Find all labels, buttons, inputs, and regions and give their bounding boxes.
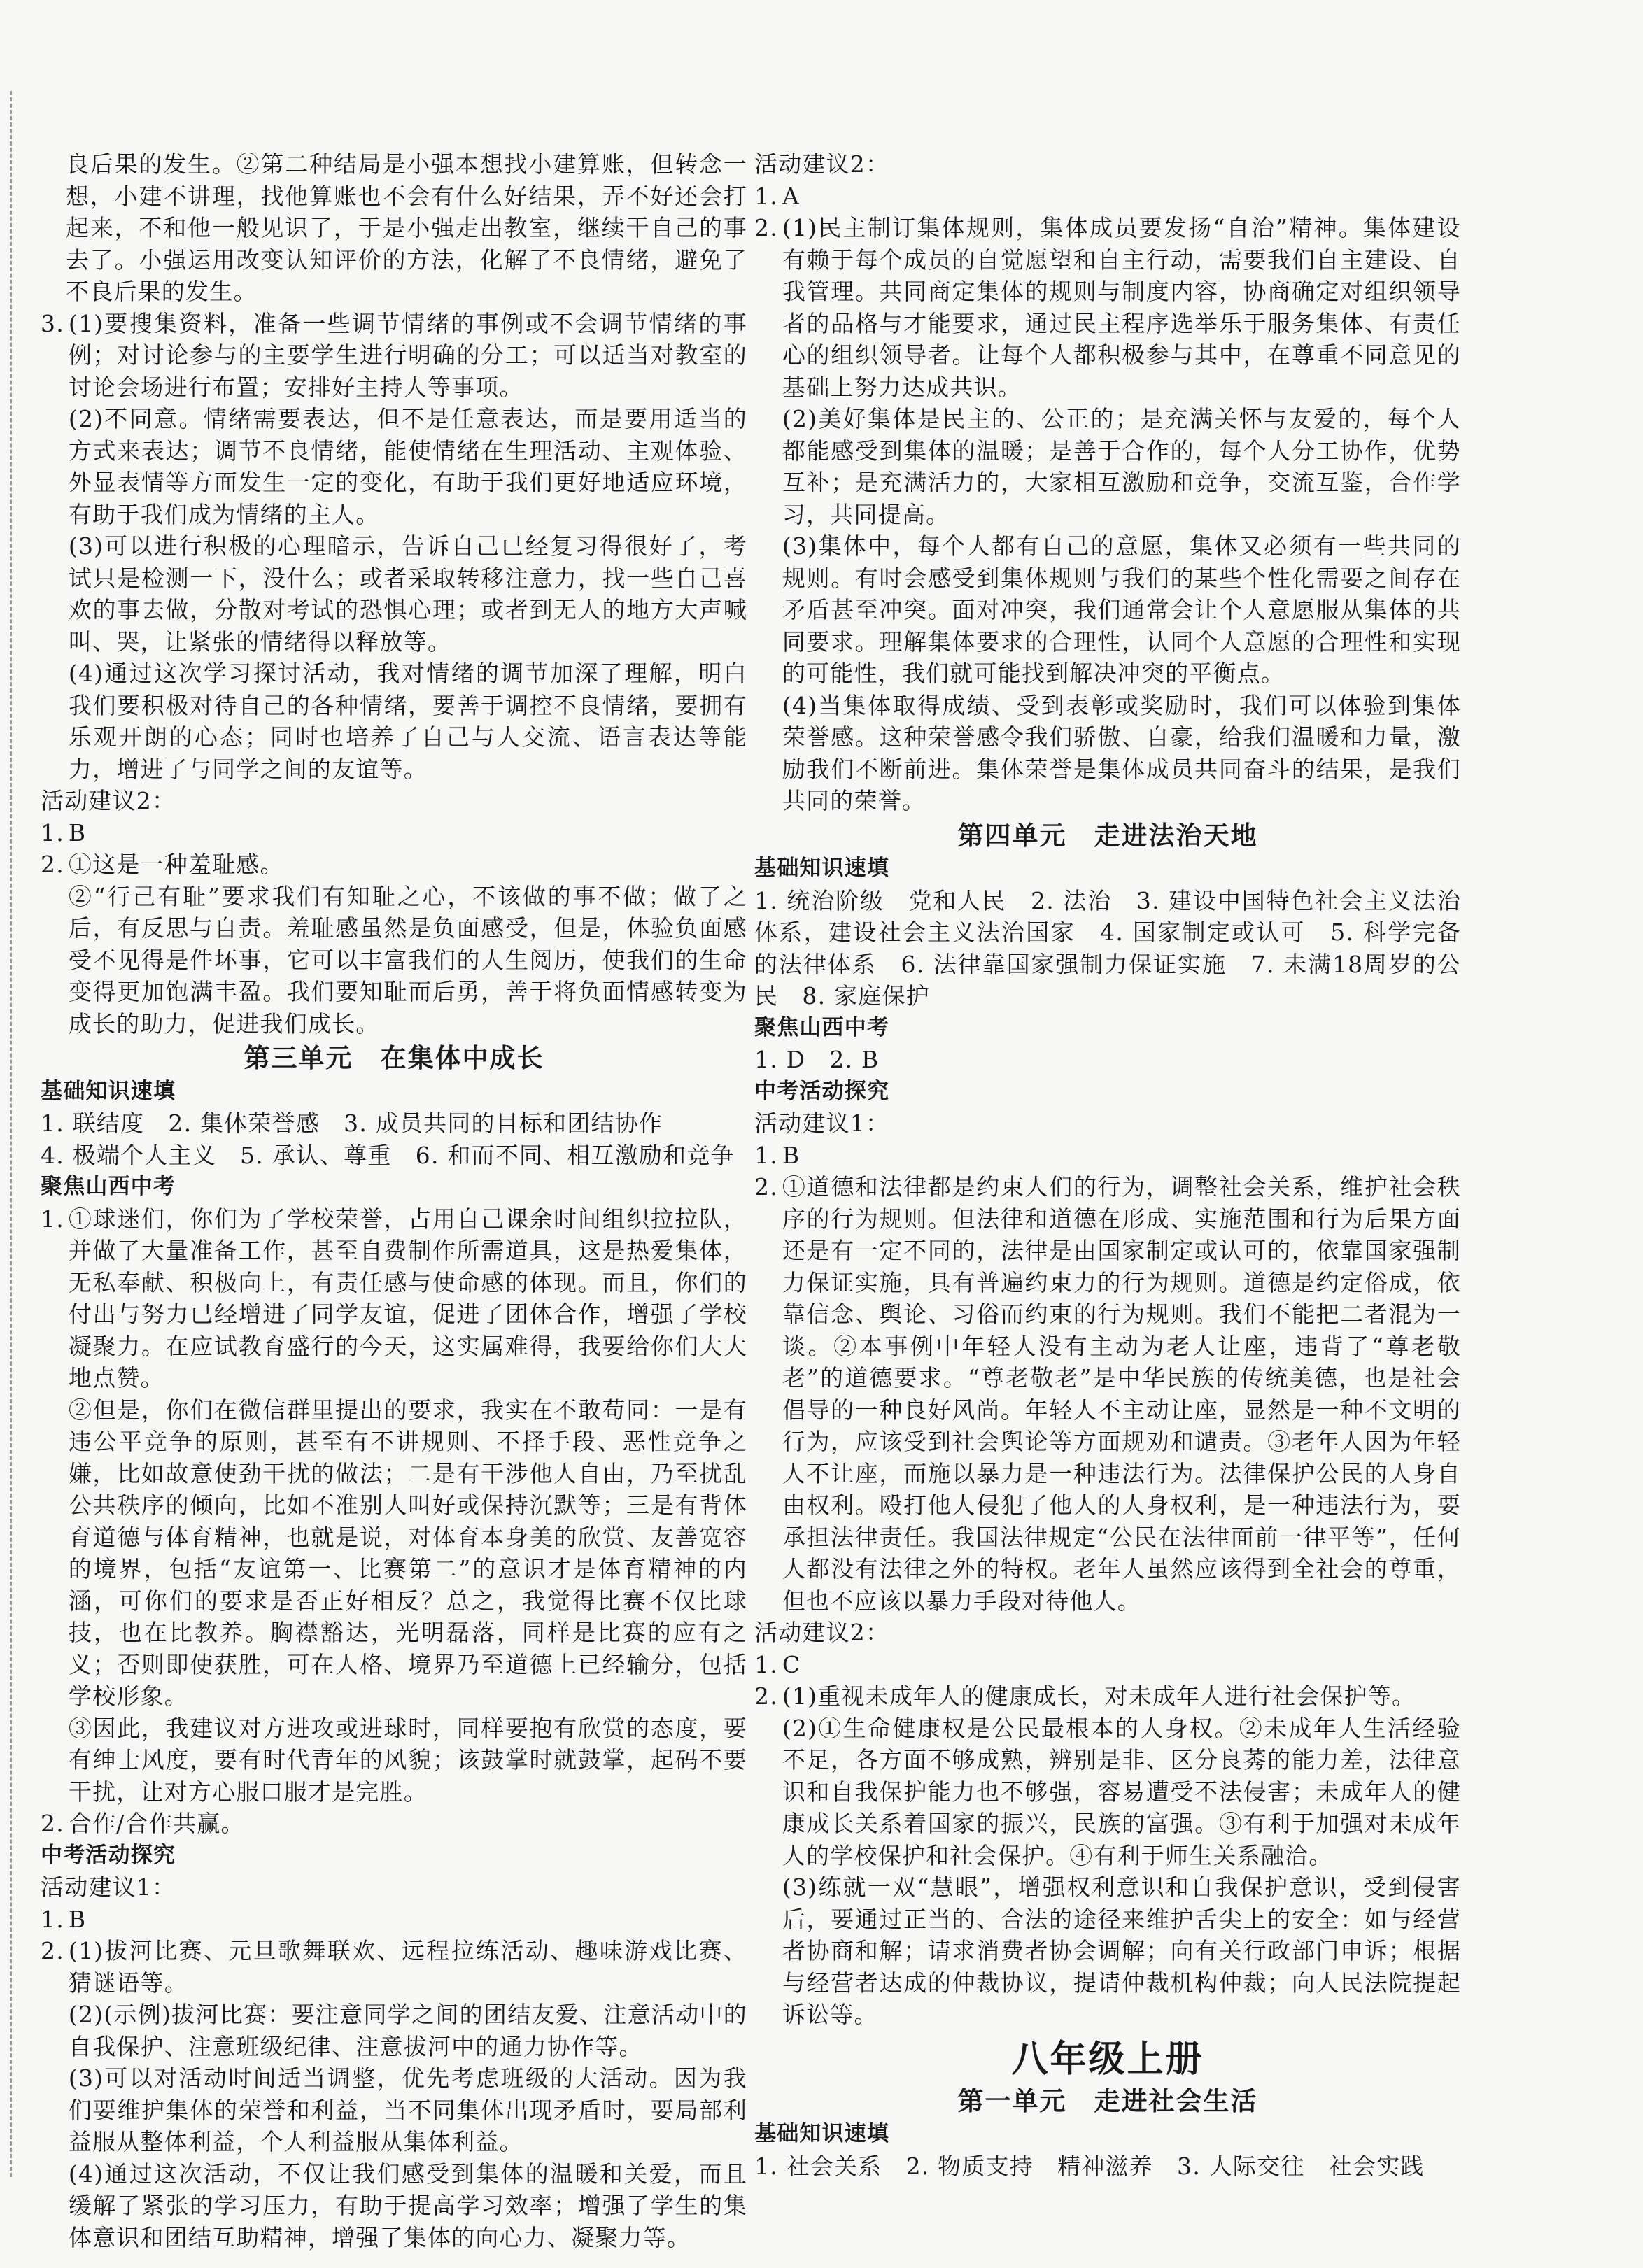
section-title: 中考活动探究 <box>41 1842 176 1868</box>
answer-paragraph: 1. 统治阶级 党和人民 2. 法治 3. 建设中国特色社会主义法治体系，建设社会主义法治国家 4. 国家制定或认可 5. 科学完备的法律体系 6. 法律靠国家强制力保证实施 7. 未满18周岁的公民 8. 家庭保护 <box>754 886 1461 1009</box>
answer-paragraph: (4)通过这次学习探讨活动，我对情绪的调节加深了理解，明白我们要积极对待自己的各种情绪，要善于调控不良情绪，要拥有乐观开朗的心态；同时也培养了自己与人交流、语言表达等能力，增进了与同学之间的友谊等。 <box>68 660 747 783</box>
question-number: 1. <box>41 1205 64 1233</box>
question-1 <box>754 1649 1461 1681</box>
answer-paragraph: ②“行己有耻”要求我们有知耻之心，不该做的事不做；做了之后，有反思与自责。羞耻感虽然是负面感受，但是，体验负面感受不见得是件坏事，它可以丰富我们的人生阅历，使我们的生命变得更加饱满丰盈。我们要知耻而后勇，善于将负面情感转变为成长的助力，促进我们成长。 <box>68 882 747 1037</box>
answer: 合作/合作共赢。 <box>68 1810 245 1837</box>
binding-dashed-line <box>10 91 12 2177</box>
answer-paragraph: ②但是，你们在微信群里提出的要求，我实在不敢苟同：一是有违公平竞争的原则，甚至有不讲规则、不择手段、恶性竞争之嫌，比如故意使劲干扰的做法；二是有干涉他人自由，乃至扰乱公共秩序的倾向，比如不准别人叫好或保持沉默等；三是有背体育道德与体育精神，也就是说，对体育本身美的欣赏、友善宽容的境界，包括“友谊第一、比赛第二”的意识才是体育精神的内涵，可你们的要求是否正好相反？总之，我觉得比赛不仅比球技，也在比教养。胸襟豁达，光明磊落，同样是比赛的应有之义；否则即使获胜，可在人格、境界乃至道德上已经输分，包括学校形象。 <box>68 1396 747 1710</box>
question-number: 1. <box>754 182 778 210</box>
answer-line: 1. 联结度 2. 集体荣誉感 3. 成员共同的目标和团结协作 <box>41 1110 663 1137</box>
question-number: 2. <box>754 1173 778 1200</box>
answer: B <box>68 818 87 846</box>
question-3 <box>41 308 747 786</box>
left-column <box>41 148 747 2253</box>
section-title: 基础知识速填 <box>754 856 890 881</box>
answer: B <box>782 1141 801 1169</box>
activity-title: 活动建议2： <box>41 787 176 814</box>
question-2 <box>41 849 747 1040</box>
section-title: 聚焦山西中考 <box>754 1014 890 1040</box>
answer-paragraph: (3)可以对活动时间适当调整，优先考虑班级的大活动。因为我们要维护集体的荣誉和利益，当不同集体出现矛盾时，要局部利益服从整体利益，个人利益服从集体利益。 <box>68 2064 747 2155</box>
question-number: 2. <box>754 1682 778 1710</box>
answer-paragraph: (4)当集体取得成绩、受到表彰或奖励时，我们可以体验到集体荣誉感。这种荣誉感令我们骄傲、自豪，给我们温暖和力量，激励我们不断前进。集体荣誉是集体成员共同奋斗的结果，是我们共同的荣誉。 <box>782 691 1461 814</box>
answer-paragraph: ③因此，我建议对方进攻或进球时，同样要抱有欣赏的态度，要有绅士风度，要有时代青年的风貌；该鼓掌时就鼓掌，起码不要干扰，让对方心服口服才是完胜。 <box>68 1714 747 1806</box>
answer-paragraph: (4)通过这次活动，不仅让我们感受到集体的温暖和关爱，而且缓解了紧张的学习压力，有助于提高学习效率；增强了学生的集体意识和团结互助精神，增强了集体的向心力、凝聚力等。 <box>68 2160 747 2251</box>
answer-paragraph: (2)不同意。情绪需要表达，但不是任意表达，而是要用适当的方式来表达；调节不良情绪，能使情绪在生理活动、主观体验、外显表情等方面发生一定的变化，有助于我们更好地适应环境，有助于我们成为情绪的主人。 <box>68 405 747 528</box>
answer-paragraph: (3)集体中，每个人都有自己的意愿，集体又必须有一些共同的规则。有时会感受到集体规则与我们的某些个性化需要之间存在矛盾甚至冲突。面对冲突，我们通常会让个人意愿服从集体的共同要求。理解集体要求的合理性，认同个人意愿的合理性和实现的可能性，我们就可能找到解决冲突的平衡点。 <box>782 532 1461 687</box>
activity-title: 活动建议2： <box>754 1619 890 1646</box>
unit-heading: 第三单元 在集体中成长 <box>244 1043 544 1073</box>
activity-title: 活动建议2： <box>754 150 890 178</box>
answer-paragraph: (2)美好集体是民主的、公正的；是充满关怀与友爱的，每个人都能感受到集体的温暖；是善于合作的，每个人分工协作，优势互补；是充满活力的，大家相互激励和竞争，交流互鉴，合作学习，共同提高。 <box>782 405 1461 528</box>
question-2 <box>41 1808 747 1840</box>
activity-title: 活动建议1： <box>41 1873 176 1901</box>
question-number: 2. <box>41 1937 64 1964</box>
grade-heading: 八年级上册 <box>1011 2038 1204 2081</box>
question-2 <box>41 1935 747 2253</box>
answer-paragraph: (1)拔河比赛、元旦歌舞联欢、远程拉练活动、趣味游戏比赛、猜谜语等。 <box>68 1937 747 1997</box>
question-1 <box>41 817 747 849</box>
answer-paragraph: (2)①生命健康权是公民最根本的人身权。②未成年人生活经验不足，各方面不够成熟，辨别是非、区分良莠的能力差，法律意识和自我保护能力也不够强，容易遭受不法侵害；未成年人的健康成长关系着国家的振兴，民族的富强。③有利于加强对未成年人的学校保护和社会保护。④有利于师生关系融洽。 <box>782 1714 1461 1869</box>
question-1 <box>754 180 1461 213</box>
answer-paragraph: (3)练就一双“慧眼”，增强权利意识和自我保护意识，受到侵害后，要通过正当的、合法的途径来维护舌尖上的安全：如与经营者协商和解；请求消费者协会调解；向有关行政部门申诉；根据与经营者达成的仲裁协议，提请仲裁机构仲裁；向人民法院提起诉讼等。 <box>782 1873 1461 2028</box>
answer: A <box>782 182 800 210</box>
question-1 <box>41 1904 747 1936</box>
paragraph: 良后果的发生。②第二种结局是小强本想找小建算账，但转念一想，小建不讲理，找他算账也不会有什么好结果，弄不好还会打起来，不和他一般见识了，于是小强走出教室，继续干自己的事去了。小强运用改变认知评价的方法，化解了不良情绪，避免了不良后果的发生。 <box>66 150 747 305</box>
question-number: 1. <box>754 1141 778 1169</box>
section-title: 基础知识速填 <box>41 1078 176 1104</box>
answer-paragraph: (3)可以进行积极的心理暗示，告诉自己已经复习得很好了，考试只是检测一下，没什么；或者采取转移注意力，找一些自己喜欢的事去做，分散对考试的恐惧心理；或者到无人的地方大声喊叫、哭，让紧张的情绪得以释放等。 <box>68 532 747 655</box>
unit-heading: 第四单元 走进法治天地 <box>957 820 1258 851</box>
section-title: 基础知识速填 <box>754 2121 890 2146</box>
activity-title: 活动建议1： <box>754 1110 890 1137</box>
question-1 <box>41 1203 747 1808</box>
question-number: 2. <box>41 851 64 878</box>
question-number: 1. <box>41 1905 64 1933</box>
answer-paragraph: (1)要搜集资料，准备一些调节情绪的事例或不会调节情绪的事例；对讨论参与的主要学生进行明确的分工；可以适当对教室的讨论会场进行布置；安排好主持人等事项。 <box>68 309 747 401</box>
answer: B <box>68 1905 87 1933</box>
unit-heading: 第一单元 走进社会生活 <box>957 2085 1258 2116</box>
answer-paragraph: (1)重视未成年人的健康成长，对未成年人进行社会保护等。 <box>782 1682 1416 1710</box>
answer-line: 4. 极端个人主义 5. 承认、尊重 6. 和而不同、相互激励和竞争 <box>41 1141 735 1169</box>
question-number: 1. <box>41 818 64 846</box>
section-title: 聚焦山西中考 <box>41 1174 176 1199</box>
answer-paragraph: (1)民主制订集体规则，集体成员要发扬“自治”精神。集体建设有赖于每个成员的自觉愿望和自主行动，需要我们自主建设、自我管理。共同商定集体的规则与制度内容，协商确定对组织领导者的品格与才能要求，通过民主程序选举乐于服务集体、有责任心的组织领导者。让每个人都积极参与其中，在尊重不同意见的基础上努力达成共识。 <box>782 214 1461 401</box>
question-number: 3. <box>41 309 64 337</box>
question-2 <box>754 212 1461 817</box>
question-number: 2. <box>41 1810 64 1837</box>
question-number: 2. <box>754 214 778 241</box>
question-1 <box>754 1140 1461 1172</box>
question-2 <box>754 1171 1461 1617</box>
answer-line: 1. D 2. B <box>754 1046 880 1073</box>
answer: C <box>782 1650 801 1678</box>
answer-line: 1. 社会关系 2. 物质支持 精神滋养 3. 人际交往 社会实践 <box>754 2152 1425 2180</box>
right-column <box>754 148 1461 2182</box>
answer-paragraph: (2)(示例)拔河比赛：要注意同学之间的团结友爱、注意活动中的自我保护、注意班级纪律、注意拔河中的通力协作等。 <box>68 2001 747 2060</box>
question-number: 1. <box>754 1650 778 1678</box>
section-title: 中考活动探究 <box>754 1078 890 1104</box>
answer-paragraph: ①道德和法律都是约束人们的行为，调整社会关系，维护社会秩序的行为规则。但法律和道德在形成、实施范围和行为后果方面还是有一定不同的，法律是由国家制定或认可的，依靠国家强制力保证实施，具有普遍约束力的行为规则。道德是约定俗成，依靠信念、舆论、习俗而约束的行为规则。我们不能把二者混为一谈。②本事例中年轻人没有主动为老人让座，违背了“尊老敬老”的道德要求。“尊老敬老”是中华民族的传统美德，也是社会倡导的一种良好风尚。年轻人不主动让座，显然是一种不文明的行为，应该受到社会舆论等方面规劝和谴责。③老年人因为年轻人不让座，而施以暴力是一种违法行为。法律保护公民的人身自由权利。殴打他人侵犯了他人的人身权利，是一种违法行为，要承担法律责任。我国法律规定“公民在法律面前一律平等”，任何人都没有法律之外的特权。老年人虽然应该得到全社会的尊重，但也不应该以暴力手段对待他人。 <box>782 1173 1461 1615</box>
question-2 <box>754 1680 1461 2031</box>
answer-paragraph: ①球迷们，你们为了学校荣誉，占用自己课余时间组织拉拉队，并做了大量准备工作，甚至自费制作所需道具，这是热爱集体，无私奉献、积极向上，有责任感与使命感的体现。而且，你们的付出与努力已经增进了同学友谊，促进了团体合作，增强了学校凝聚力。在应试教育盛行的今天，这实属难得，我要给你们大大地点赞。 <box>68 1205 747 1391</box>
answer-paragraph: ①这是一种羞耻感。 <box>68 851 284 878</box>
